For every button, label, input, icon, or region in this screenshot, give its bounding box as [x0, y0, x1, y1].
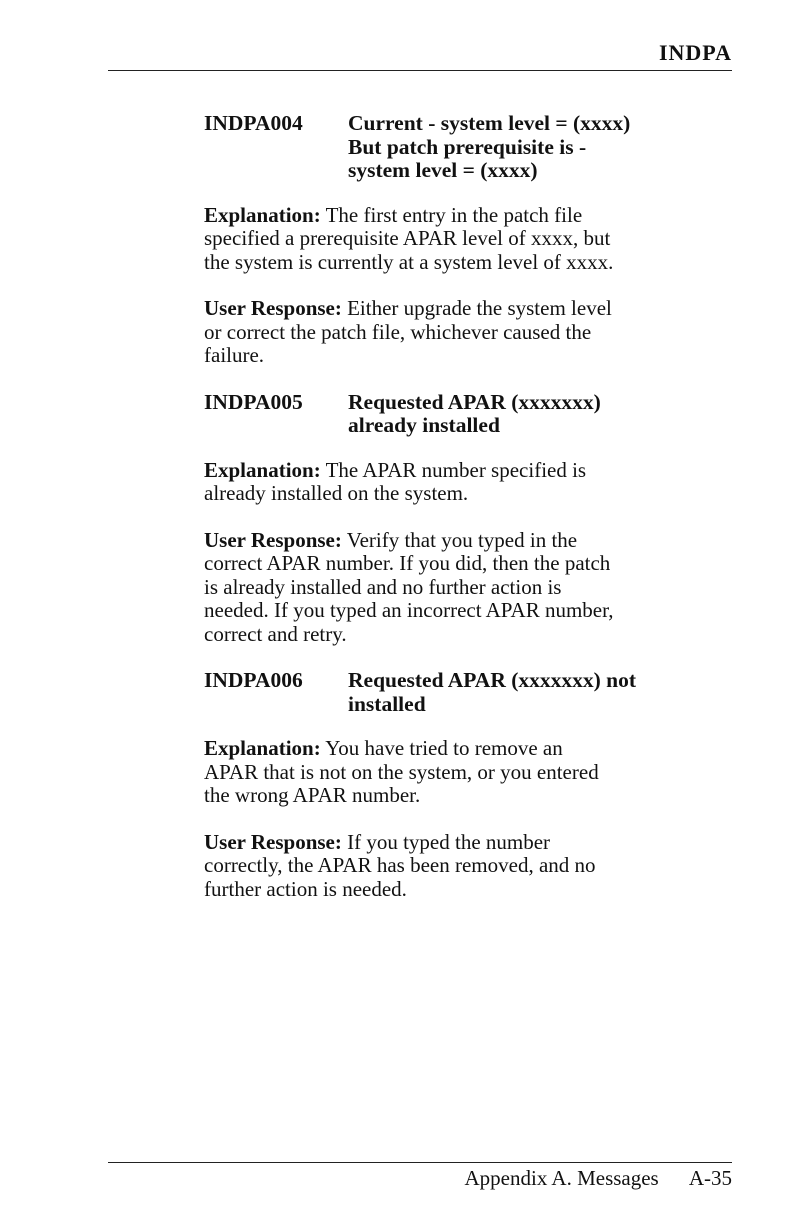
message-entry: [204, 391, 734, 647]
message-heading: [204, 112, 734, 183]
user-response-paragraph: [204, 297, 734, 368]
running-header: INDPA: [658, 40, 732, 65]
user-response-line: is already installed and no further action is: [204, 574, 562, 599]
user-response-line: Verify that you typed in the: [346, 527, 578, 552]
message-title-line: Requested APAR (xxxxxxx) not: [348, 668, 637, 692]
user-response-line: needed. If you typed an incorrect APAR number,: [204, 598, 614, 622]
explanation-line: You have tried to remove an: [325, 736, 563, 760]
footer-rule: [108, 1162, 732, 1163]
message-title: [348, 112, 734, 183]
user-response-label: User Response:: [204, 829, 342, 854]
message-code: INDPA005: [204, 389, 303, 414]
explanation-line: The APAR number specified is: [325, 457, 587, 482]
explanation-label: Explanation:: [204, 202, 321, 227]
explanation-label: Explanation:: [204, 736, 321, 760]
user-response-line: Either upgrade the system level: [347, 296, 612, 320]
message-code: INDPA004: [204, 111, 303, 135]
message-title: [348, 669, 734, 716]
user-response-label: User Response:: [204, 296, 342, 320]
explanation-line: APAR that is not on the system, or you entered: [204, 759, 599, 784]
explanation-label: Explanation:: [204, 457, 321, 482]
message-title-line: installed: [348, 691, 426, 716]
message-title-line: system level = (xxxx): [348, 158, 538, 182]
explanation-line: already installed on the system.: [204, 481, 469, 505]
explanation-line: the system is currently at a system level of xxxx.: [204, 249, 614, 274]
message-title-line: But patch prerequisite is -: [348, 134, 587, 159]
message-code: INDPA006: [204, 668, 303, 692]
user-response-line: correct APAR number. If you did, then the patch: [204, 551, 611, 575]
message-title-line: Requested APAR (xxxxxxx): [348, 389, 601, 414]
footer-section-title: Appendix A. Messages: [464, 1166, 659, 1190]
explanation-line: specified a prerequisite APAR level of xxxx, but: [204, 226, 611, 250]
message-entry: [204, 669, 734, 901]
message-entry: [204, 112, 734, 368]
user-response-line: correctly, the APAR has been removed, and no: [204, 853, 596, 877]
explanation-paragraph: [204, 737, 734, 808]
user-response-line: further action is needed.: [204, 876, 407, 901]
user-response-paragraph: [204, 529, 734, 647]
message-title: [348, 391, 734, 438]
user-response-line: correct and retry.: [204, 621, 347, 646]
user-response-label: User Response:: [204, 527, 342, 552]
page-number: A-35: [688, 1166, 732, 1190]
user-response-line: If you typed the number: [347, 829, 551, 854]
explanation-paragraph: [204, 459, 734, 506]
explanation-line: The first entry in the patch file: [325, 202, 583, 227]
user-response-line: or correct the patch file, whichever caused the: [204, 319, 592, 344]
user-response-paragraph: [204, 831, 734, 902]
message-heading: [204, 669, 734, 716]
page-footer: [465, 1166, 733, 1191]
header-rule: [108, 70, 732, 71]
explanation-line: the wrong APAR number.: [204, 783, 421, 807]
user-response-line: failure.: [204, 343, 265, 367]
explanation-paragraph: [204, 204, 734, 275]
messages-content: [204, 112, 734, 924]
message-heading: [204, 391, 734, 438]
message-title-line: already installed: [348, 413, 500, 437]
message-title-line: Current - system level = (xxxx): [348, 111, 631, 135]
